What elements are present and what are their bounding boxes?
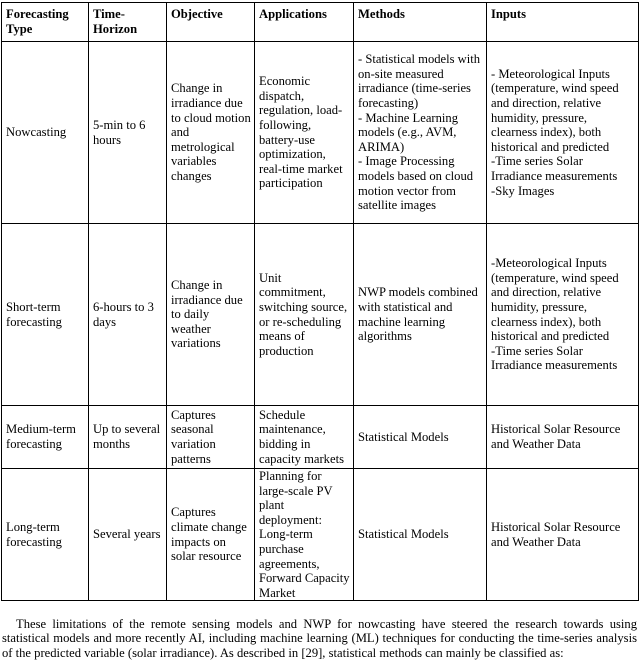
cell-horizon: Several years [89, 469, 167, 601]
cell-horizon: Up to several months [89, 406, 167, 469]
cell-type: Short-term forecasting [2, 224, 89, 406]
header-forecasting-type: Forecasting Type [2, 3, 89, 42]
cell-applications: Unit commitment, switching source, or re-scheduling means of production [255, 224, 354, 406]
table-row [2, 42, 639, 224]
table-row [2, 224, 639, 406]
cell-inputs: Historical Solar Resource and Weather Data [487, 406, 639, 469]
cell-objective: Captures climate change impacts on solar resource [167, 469, 255, 601]
cell-horizon: 5-min to 6 hours [89, 42, 167, 224]
header-time-horizon: Time-Horizon [89, 3, 167, 42]
cell-applications: Schedule maintenance, bidding in capacity markets [255, 406, 354, 469]
cell-methods: NWP models combined with statistical and machine learning algorithms [354, 224, 487, 406]
cell-methods: Statistical Models [354, 406, 487, 469]
cell-methods: Statistical Models [354, 469, 487, 601]
cell-type: Medium-term forecasting [2, 406, 89, 469]
forecasting-table [1, 2, 639, 601]
cell-inputs: -Meteorological Inputs (temperature, wind speed and direction, relative humidity, pressure, clearness index), both historical and predicted -Time series Solar Irradiance measurements [487, 224, 639, 406]
cell-inputs: - Meteorological Inputs (temperature, wind speed and direction, relative humidity, pressure, clearness index), both historical and predicted -Time series Solar Irradiance measurements -Sky Images [487, 42, 639, 224]
cell-inputs: Historical Solar Resource and Weather Data [487, 469, 639, 601]
cell-objective: Captures seasonal variation patterns [167, 406, 255, 469]
header-inputs: Inputs [487, 3, 639, 42]
body-paragraph: These limitations of the remote sensing models and NWP for nowcasting have steered the research towards using statistical models and more recently AI, including machine learning (ML) techniques for conducting the time-series analysis of the predicted variable (solar irradiance). As described in [29], statistical methods can mainly be classified as: [2, 616, 637, 660]
header-methods: Methods [354, 3, 487, 42]
cell-applications: Economic dispatch, regulation, load-following, battery-use optimization, real-time market participation [255, 42, 354, 224]
header-applications: Applications [255, 3, 354, 42]
table-row [2, 406, 639, 469]
cell-methods: - Statistical models with on-site measured irradiance (time-series forecasting) - Machine Learning models (e.g., AVM, ARIMA) - Image Processing models based on cloud motion vector from satellite images [354, 42, 487, 224]
table-row [2, 469, 639, 601]
cell-type: Nowcasting [2, 42, 89, 224]
cell-applications: Planning for large-scale PV plant deployment: Long-term purchase agreements, Forward Capacity Market [255, 469, 354, 601]
cell-objective: Change in irradiance due to daily weather variations [167, 224, 255, 406]
header-objective: Objective [167, 3, 255, 42]
table-header-row [2, 3, 639, 42]
cell-horizon: 6-hours to 3 days [89, 224, 167, 406]
cell-type: Long-term forecasting [2, 469, 89, 601]
cell-objective: Change in irradiance due to cloud motion and metrological variables changes [167, 42, 255, 224]
